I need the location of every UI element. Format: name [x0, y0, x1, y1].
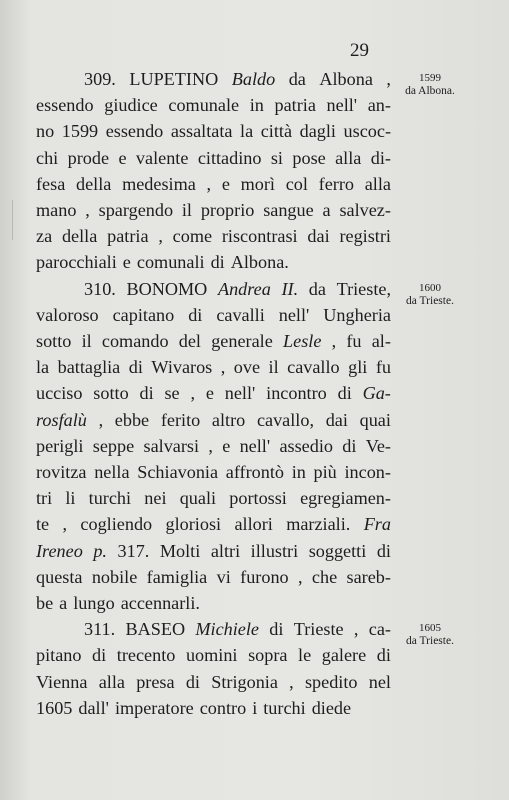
word: ucciso [36, 383, 83, 404]
word: Ungheria [323, 304, 391, 325]
word: LUPETINO [129, 69, 219, 89]
word: il [268, 357, 279, 378]
text-line [36, 511, 391, 537]
word: valente [135, 147, 189, 168]
word: chi [36, 147, 59, 168]
word: la [240, 121, 254, 142]
word: turchi [263, 697, 306, 718]
text-line [36, 302, 391, 328]
word: salvarsi [143, 435, 200, 456]
word: nell' [278, 304, 310, 325]
word: la [36, 357, 50, 378]
word: sangue [263, 200, 314, 221]
word: giudice [104, 95, 158, 116]
text-line [36, 538, 391, 564]
word: questa [36, 566, 83, 587]
text-line [36, 223, 391, 249]
word: cittadino [197, 147, 262, 168]
word: comunale [168, 95, 240, 116]
margin-note-year: 1605 [419, 622, 441, 635]
word: fesa [36, 173, 66, 194]
word: di [188, 304, 203, 325]
word: in [291, 462, 306, 483]
word: di [139, 383, 154, 404]
word: nell' [224, 383, 256, 404]
word: da [288, 69, 306, 89]
text-line [36, 695, 391, 721]
text-line [36, 459, 391, 485]
word: Andrea [217, 278, 271, 299]
word: battaglia [57, 357, 121, 378]
word: di [92, 645, 107, 666]
word: nella [94, 462, 130, 483]
margin-note [398, 72, 462, 98]
word: sotto [36, 331, 72, 352]
word: soggetti [308, 540, 367, 561]
word: Wivaros [151, 357, 213, 378]
text-line [36, 328, 391, 354]
text-line [36, 616, 391, 642]
word: di [376, 540, 391, 561]
word: quai [359, 409, 391, 430]
word: dagli [299, 121, 336, 142]
word: dall' [78, 697, 109, 718]
word: valoroso [36, 304, 99, 325]
word: in [249, 95, 264, 116]
word: patria [274, 95, 316, 116]
word: da [308, 278, 326, 299]
word: no [36, 121, 55, 142]
word: incontro [266, 383, 327, 404]
word: tri [36, 488, 53, 509]
word: quali [179, 488, 217, 509]
word: comando [101, 331, 169, 352]
word: 309. [84, 69, 116, 89]
word: za [36, 226, 53, 247]
word: famiglia [146, 566, 208, 587]
word: illustri [250, 540, 299, 561]
word: BASEO [125, 619, 186, 640]
word: Fra [363, 514, 391, 535]
text-line [36, 197, 391, 223]
word: Ireneo [36, 540, 83, 561]
word: riscontrasi [221, 226, 298, 247]
word: , [220, 357, 226, 378]
word: gli [348, 357, 368, 378]
word: nobile [91, 566, 138, 587]
word: i [252, 697, 258, 718]
word: sareb- [346, 566, 391, 587]
word: della [61, 226, 98, 247]
text-line [36, 642, 391, 668]
word: Michiele [195, 619, 259, 640]
margin-note-place: da Trieste. [406, 635, 454, 648]
margin-note [398, 282, 462, 308]
word: , [289, 671, 294, 692]
word: diede [311, 697, 352, 718]
word: li [65, 488, 76, 509]
word: essendo [36, 95, 94, 116]
word: e [222, 435, 231, 456]
word: rovitza [36, 462, 87, 483]
word: 310. [84, 278, 116, 299]
word: presa [136, 671, 175, 692]
word: turchi [88, 488, 132, 509]
text-line [36, 249, 391, 275]
word: assedio [279, 435, 333, 456]
margin-note-place: da Trieste. [406, 294, 454, 307]
word: nell' [239, 435, 271, 456]
word: a [59, 593, 68, 614]
word: altri [210, 540, 241, 561]
word: di [337, 383, 352, 404]
binding-mark [12, 200, 21, 240]
word: portossi [229, 488, 287, 509]
word: , [331, 331, 337, 352]
word: che [311, 566, 338, 587]
word: e [118, 147, 127, 168]
word: Albona. [230, 252, 289, 273]
word: allori [234, 514, 273, 535]
word: assaltata [170, 121, 233, 142]
text-line [36, 66, 391, 92]
word: galere [321, 645, 367, 666]
word: spargendo [98, 200, 174, 221]
word: egregiamen- [300, 488, 391, 509]
word: , [85, 200, 90, 221]
word: registri [339, 226, 391, 247]
word: Trieste, [336, 278, 391, 299]
word: , [386, 69, 391, 89]
word: BONOMO [126, 278, 208, 299]
word: e [205, 383, 214, 404]
word: , [62, 514, 68, 535]
word: patria [107, 226, 149, 247]
word: di [128, 357, 143, 378]
word: al- [371, 331, 391, 352]
word: ferito [160, 409, 201, 430]
word: città [260, 121, 293, 142]
word: , [298, 566, 303, 587]
text-line [36, 380, 391, 406]
word: di [376, 645, 391, 666]
text-line [36, 92, 391, 118]
text-line [36, 590, 391, 616]
word: II. [281, 278, 299, 299]
word: incon- [344, 462, 391, 483]
word: , [190, 383, 196, 404]
word: uomini [185, 645, 238, 666]
word: perigli [36, 435, 84, 456]
word: pose [292, 147, 326, 168]
word: di [342, 435, 357, 456]
word: comunali [136, 252, 205, 273]
word: ove [233, 357, 261, 378]
text-line [36, 118, 391, 144]
word: contro [199, 697, 247, 718]
word: si [270, 147, 283, 168]
word: be [36, 593, 54, 614]
margin-note [398, 622, 462, 648]
word: trecento [116, 645, 176, 666]
word: alla [98, 671, 125, 692]
text-line [36, 145, 391, 171]
word: lungo [73, 593, 115, 614]
word: Baldo [231, 69, 276, 89]
word: imperatore [114, 697, 194, 718]
word: , [353, 619, 359, 640]
word: salvez- [339, 200, 391, 221]
word: marziali. [286, 514, 351, 535]
word: Molti [159, 540, 201, 561]
word: di- [370, 147, 391, 168]
word: nei [144, 488, 167, 509]
word: vi [216, 566, 231, 587]
text-line [36, 433, 391, 459]
word: altro [211, 409, 246, 430]
word: cogliendo [80, 514, 153, 535]
word: di [210, 252, 225, 273]
word: mano [36, 200, 77, 221]
word: , [206, 173, 212, 194]
word: se [164, 383, 180, 404]
word: Ve- [365, 435, 391, 456]
word: rosfalù [36, 409, 87, 430]
word: 1605 [36, 697, 73, 718]
word: medesima [122, 173, 196, 194]
word: Schiavonia [137, 462, 219, 483]
word: ca- [368, 619, 391, 640]
word: del [178, 331, 201, 352]
word: Vienna [36, 671, 88, 692]
word: seppe [92, 435, 135, 456]
word: accennarli. [120, 593, 200, 614]
word: an- [367, 95, 391, 116]
word: e [122, 252, 131, 273]
word: ebbe [114, 409, 150, 430]
word: più [313, 462, 337, 483]
word: cavallo [287, 357, 340, 378]
text-line [36, 171, 391, 197]
word: nel [368, 671, 391, 692]
word: , [98, 409, 104, 430]
word: sopra [248, 645, 288, 666]
word: alla [335, 147, 362, 168]
word: p. [93, 540, 107, 561]
word: Lesle [283, 331, 322, 352]
word: Albona [319, 69, 373, 89]
text-line [36, 564, 391, 590]
text-line [36, 669, 391, 695]
word: fu [375, 357, 391, 378]
word: di [269, 619, 284, 640]
word: essendo [105, 121, 164, 142]
word: pitano [36, 645, 82, 666]
word: gloriosi [165, 514, 222, 535]
word: nell' [326, 95, 358, 116]
text-line [36, 276, 391, 302]
word: uscoc- [343, 121, 391, 142]
word: cavallo, [256, 409, 314, 430]
word: 1599 [61, 121, 99, 142]
margin-note-year: 1599 [419, 72, 441, 84]
word: te [36, 514, 50, 535]
word: le [298, 645, 312, 666]
word: proprio [200, 200, 255, 221]
margin-note-year: 1600 [419, 281, 441, 294]
word: e [221, 173, 230, 194]
word: prode [67, 147, 110, 168]
word: col [285, 173, 308, 194]
word: spedito [304, 671, 358, 692]
word: il [81, 331, 92, 352]
word: cavalli [216, 304, 265, 325]
word: dai [307, 226, 330, 247]
word: , [208, 435, 213, 456]
word: della [76, 173, 112, 194]
text-line [36, 407, 391, 433]
word: 317. [117, 540, 150, 561]
word: 311. [84, 619, 116, 640]
word: morì [240, 173, 275, 194]
word: Trieste [293, 619, 344, 640]
word: Strigonia [211, 671, 278, 692]
word: a [322, 200, 331, 221]
word: dai [325, 409, 348, 430]
word: generale [211, 331, 273, 352]
word: il [181, 200, 192, 221]
word: alla [364, 173, 391, 194]
text-line [36, 354, 391, 380]
word: di [185, 671, 200, 692]
margin-note-place: da Albona. [405, 85, 455, 97]
word: come [172, 226, 213, 247]
word: Ga- [362, 383, 391, 404]
body-text [36, 66, 391, 721]
word: capitano [112, 304, 175, 325]
word: fu [346, 331, 362, 352]
page-number: 29 [350, 40, 369, 61]
word: parocchiali [36, 252, 117, 273]
word: affrontò [225, 462, 284, 483]
word: furono [240, 566, 289, 587]
text-line [36, 485, 391, 511]
word: , [158, 226, 163, 247]
word: ferro [318, 173, 354, 194]
word: sotto [93, 383, 129, 404]
